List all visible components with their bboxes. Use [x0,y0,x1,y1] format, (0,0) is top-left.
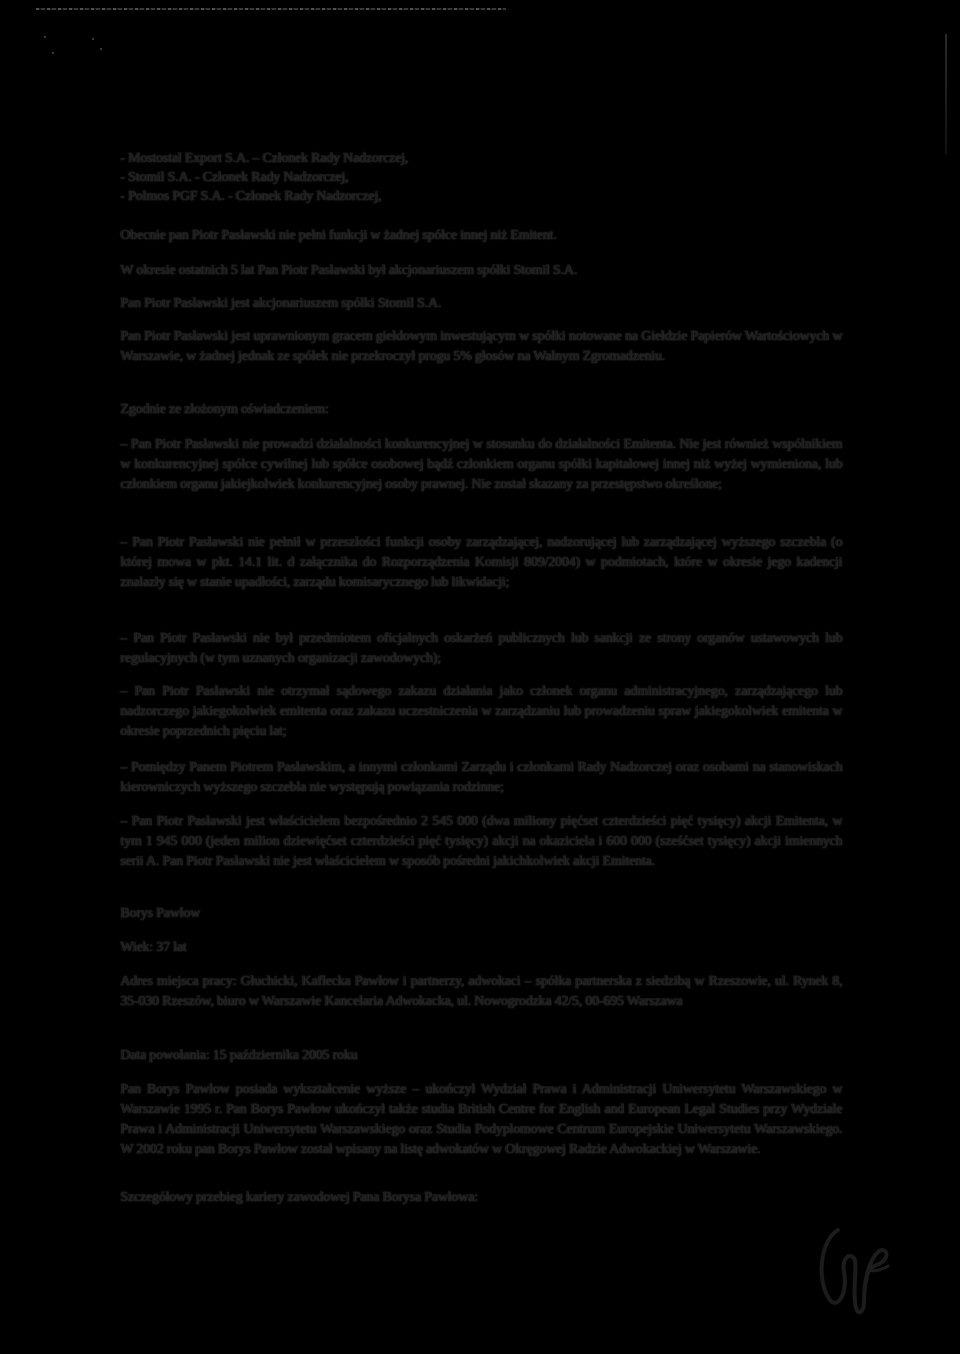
paragraph-current-shareholding: Pan Piotr Pasławski jest akcjonariuszem spółki Stomil S.A. [120,296,441,311]
person-work-address: Adres miejsca pracy: Głuchicki, Kaflecka Pawłow i partnerzy, adwokaci – spółka partnerska z siedzibą w Rzeszowie, ul. Rynek 8, 35-030 Rzeszów, biuro w Warszawie Kancelaria Adwokacka, ul. Nowogrodzka 42/5, 00-695 Warszawa [120,974,842,1009]
declaration-item-competition: – Pan Piotr Pasławski nie prowadzi działalności konkurencyjnej w stosunku do działalności Emitenta. Nie jest również wspólnikiem w konkurencyjnej spółce cywilnej lub spółce osobowej bądź członkiem organu spółki kapitałowej innej niż wyżej wymieniona, lub członkiem organu jakiejkolwiek konkurencyjnej osoby prawnej. Nie został skazany za przestępstwo określone; [120,437,842,492]
person-appointment-date: Data powołania: 15 października 2005 roku [120,1048,358,1063]
paragraph-current-functions: Obecnie pan Piotr Pasławski nie pełni funkcji w żadnej spółce innej niż Emitent. [120,228,557,243]
handwritten-signature [808,1212,898,1322]
board-list-item: - Polmos PGF S.A. - Członek Rady Nadzorczej, [120,189,382,204]
person-education: Pan Borys Pawłow posiada wykształcenie wyższe – ukończył Wydział Prawa i Administracji Uniwersytetu Warszawskiego w Warszawie 1995 r. Pan Borys Pawłow ukończył także studia British Centre for English and European Legal Studies przy Wydziale Prawa i Administracji Uniwersytetu Warszawskiego oraz Studia Podyplomowe Centrum Europejskie Uniwersytetu Warszawskiego. W 2002 roku pan Borys Pawłow został wpisany na listę adwokatów w Okręgowej Radzie Adwokackiej w Warszawie. [120,1082,842,1157]
person-name-heading: Borys Pawłow [120,906,200,921]
document-page [120,0,842,1354]
paragraph-investor: Pan Piotr Pasławski jest uprawnionym gracem giełdowym inwestującym w spółki notowane na Giełdzie Papierów Wartościowych w Warszawie, w żadnej jednak ze spółek nie przekroczył progu 5% głosów na Walnym Zgromadzeniu. [120,329,842,364]
paragraph-declaration-intro: Zgodnie ze złożonym oświadczeniem: [120,402,329,417]
declaration-item-shares: – Pan Piotr Pasławski jest właścicielem bezpośrednio 2 545 000 (dwa miliony pięćset czterdzieści pięć tysięcy) akcji Emitenta, w tym 1 945 000 (jeden milion dziewięćset czterdzieści pięć tysięcy) akcji na okaziciela i 600 000 (sześćset tysięcy) akcji imiennych serii A. Pan Piotr Pasławski nie jest właścicielem w sposób pośredni jakichkolwiek akcji Emitenta. [120,814,842,869]
paragraph-past-shareholding: W okresie ostatnich 5 lat Pan Piotr Pasławski był akcjonariuszem spółki Stomil S.A. [120,263,577,278]
person-age: Wiek: 37 lat [120,940,187,955]
scan-artifact-right-edge [945,34,947,154]
declaration-item-family-ties: – Pomiędzy Panem Piotrem Pasławskim, a innymi członkami Zarządu i członkami Rady Nadzorczej oraz osobami na stanowiskach kierowniczych wyższego szczebla nie występują powiązania rodzinne; [120,760,842,795]
board-list-item: - Mostostal Export S.A. – Członek Rady Nadzorczej, [120,151,408,166]
board-list-item: - Stomil S.A. - Członek Rady Nadzorczej, [120,170,349,185]
declaration-item-sanctions: – Pan Piotr Pasławski nie był przedmiotem oficjalnych oskarżeń publicznych lub sankcji ze strony organów ustawowych lub regulacyjnych (w tym uznanych organizacji zawodowych); [120,631,842,666]
declaration-item-court-ban: – Pan Piotr Pasławski nie otrzymał sądowego zakazu działania jako członek organu administracyjnego, zarządzającego lub nadzorczego jakiegokolwiek emitenta oraz zakazu uczestniczenia w zarządzaniu lub prowadzeniu spraw jakiegokolwiek emitenta w okresie poprzednich pięciu lat; [120,684,842,739]
career-heading: Szczegółowy przebieg kariery zawodowej Pana Borysa Pawłowa: [120,1190,478,1205]
declaration-item-bankruptcy: – Pan Piotr Pasławski nie pełnił w przeszłości funkcji osoby zarządzającej, nadzorującej lub zarządzającej wyższego szczebla (o której mowa w pkt. 14.1 lit. d załącznika do Rozporządzenia Komisji 809/2004) w podmiotach, które w okresie jego kadencji znalazły się w stanie upadłości, zarządu komisarycznego lub likwidacji; [120,535,842,590]
